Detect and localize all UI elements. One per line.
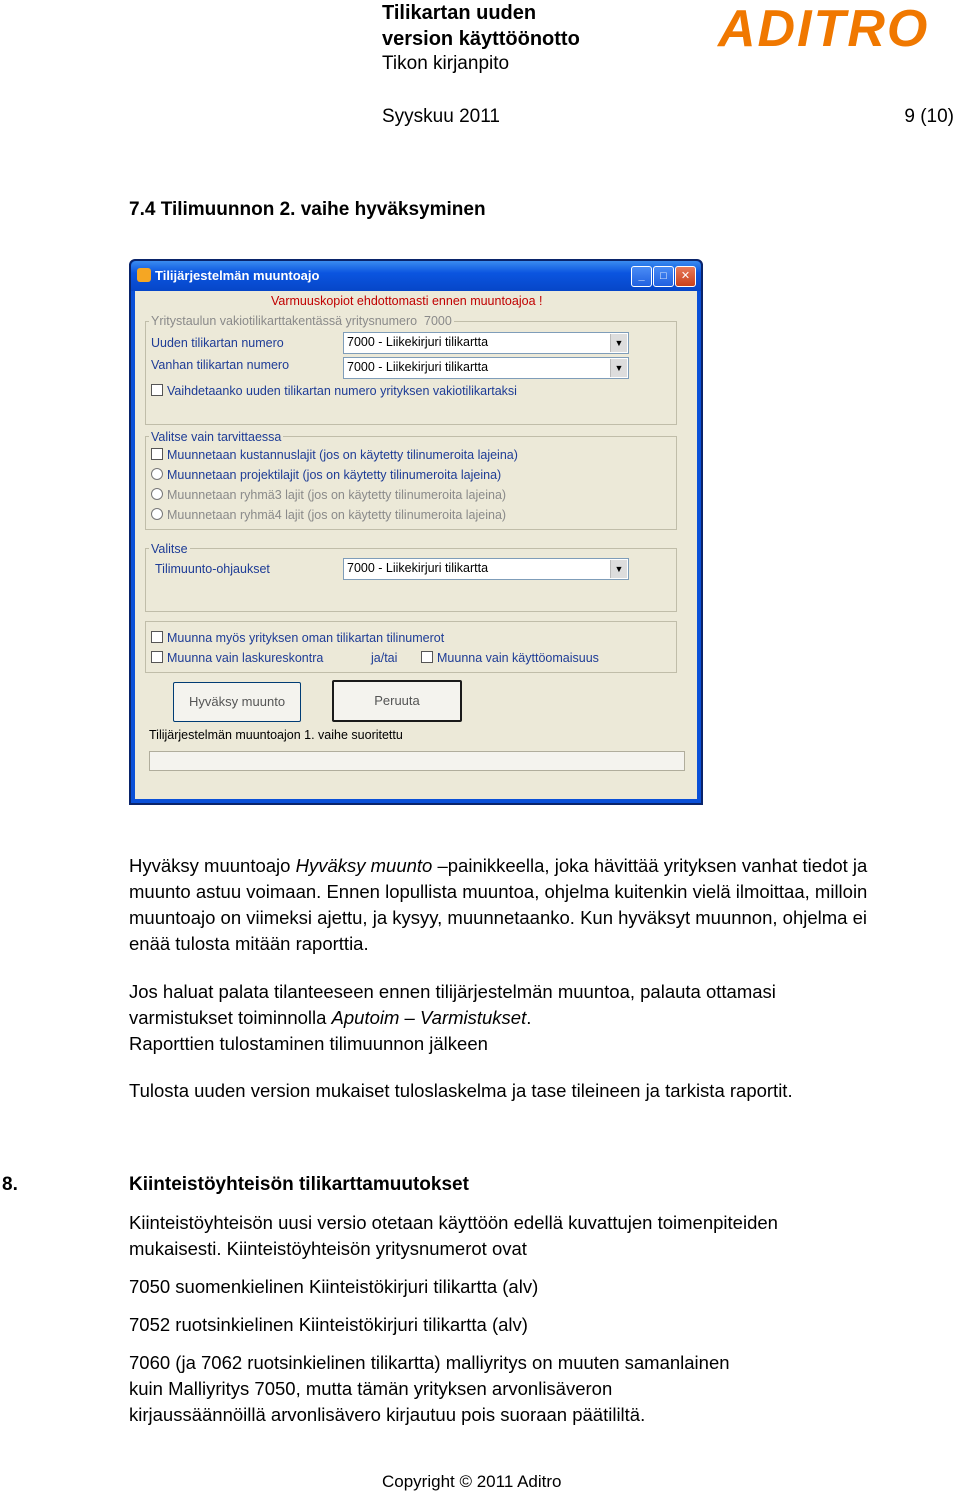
section8-para3: 7052 ruotsinkielinen Kiinteistökirjuri tilikartta (alv) — [129, 1314, 528, 1335]
conversion-dialog — [129, 259, 703, 805]
checkbox-icon[interactable] — [151, 631, 163, 643]
status-text: Tilijärjestelmän muuntoajon 1. vaihe suoritettu — [149, 728, 403, 742]
document-title-line1: Tilikartan uuden — [382, 2, 537, 24]
old-chart-label: Vanhan tilikartan numero — [151, 358, 290, 372]
para1-text-rest: –painikkeella, joka hävittää yrityksen vanhat tiedot ja — [432, 855, 868, 876]
close-icon[interactable]: ✕ — [675, 266, 696, 287]
section8-para4 — [129, 1350, 949, 1428]
page-number: 9 (10) — [904, 106, 954, 127]
chevron-down-icon[interactable]: ▼ — [610, 359, 627, 377]
section-7-4-heading: 7.4 Tilimuunnon 2. vaihe hyväksyminen — [129, 199, 486, 220]
chevron-down-icon[interactable]: ▼ — [610, 560, 627, 578]
cost-types-checkbox[interactable] — [151, 448, 518, 462]
dialog-title: Tilijärjestelmän muuntoajo — [155, 268, 320, 283]
group4-types-label: Muunnetaan ryhmä4 lajit (jos on käytetty tilinumeroita lajeina) — [167, 508, 507, 522]
section-8-number: 8. — [2, 1174, 18, 1195]
para2-line2 — [129, 1005, 949, 1031]
para2-dash: – — [399, 1007, 420, 1028]
document-date: Syyskuu 2011 — [382, 106, 500, 127]
aditro-logo — [716, 0, 956, 59]
approve-button[interactable]: Hyväksy muunto — [173, 682, 301, 722]
progress-bar — [149, 751, 685, 771]
project-types-label: Muunnetaan projektilajit (jos on käytetty tilinumeroita lajeina) — [167, 468, 502, 482]
para2-end: . — [526, 1007, 532, 1028]
invoice-only-checkbox[interactable] — [151, 651, 323, 665]
and-or-label: ja/tai — [371, 651, 398, 665]
chart-group-label — [149, 314, 454, 328]
document-subtitle: Tikon kirjanpito — [382, 53, 510, 74]
new-chart-label: Uuden tilikartan numero — [151, 336, 284, 350]
radio-icon[interactable] — [151, 488, 163, 500]
invoice-only-label: Muunna vain laskureskontra — [167, 651, 324, 665]
app-icon — [137, 268, 151, 282]
para1-line1 — [129, 853, 949, 879]
paragraph-print: Tulosta uuden version mukaiset tuloslaskelma ja tase tileineen ja tarkista raportit. — [129, 1080, 793, 1101]
new-chart-value: 7000 - Liikekirjuri tilikartta — [347, 335, 489, 349]
section8-para2: 7050 suomenkielinen Kiinteistökirjuri tilikartta (alv) — [129, 1276, 539, 1297]
optional-group-label: Valitse vain tarvittaessa — [151, 430, 282, 444]
section-8-heading: Kiinteistöyhteisön tilikarttamuutokset — [129, 1174, 469, 1195]
radio-icon[interactable] — [151, 468, 163, 480]
rules-value: 7000 - Liikekirjuri tilikartta — [347, 561, 489, 575]
section8-para1 — [129, 1210, 949, 1262]
checkbox-icon[interactable] — [151, 384, 163, 396]
menu-ref-varmistukset: Varmistukset — [420, 1007, 527, 1028]
group3-types-radio[interactable] — [151, 488, 506, 502]
footer-copyright: Copyright © 2011 Aditro — [382, 1472, 562, 1491]
svg-text:ADITRO: ADITRO — [718, 0, 930, 54]
section8-para1-line2: mukaisesti. Kiinteistöyhteisön yritysnumerot ovat — [129, 1238, 527, 1259]
new-chart-select[interactable] — [343, 332, 629, 354]
group3-types-label: Muunnetaan ryhmä3 lajit (jos on käytetty tilinumeroita lajeina) — [167, 488, 507, 502]
section8-para4-line3: kirjaussäännöillä arvonlisävero kirjautuu pois suoraan päätililtä. — [129, 1404, 646, 1425]
chart-group-number: 7000 — [424, 314, 452, 328]
cost-types-label: Muunnetaan kustannuslajit (jos on käytetty tilinumeroita lajeina) — [167, 448, 518, 462]
para1-text: Hyväksy muuntoajo — [129, 855, 296, 876]
approve-button-ref: Hyväksy muunto — [295, 855, 433, 876]
minimize-icon[interactable]: _ — [631, 266, 652, 287]
document-title — [382, 0, 580, 52]
paragraph-restore — [129, 979, 949, 1057]
maximize-icon[interactable]: □ — [653, 266, 674, 287]
para1-line3: muuntoajo on viimeksi ajettu, ja kysyy, muunnetaanko. Kun hyväksyt muunnon, ohjelma ei — [129, 907, 867, 928]
group4-types-radio[interactable] — [151, 508, 506, 522]
para2-line1: Jos haluat palata tilanteeseen ennen tilijärjestelmän muuntoa, palauta ottamasi — [129, 981, 776, 1002]
para2-text: varmistukset toiminnolla — [129, 1007, 332, 1028]
chart-group-label-text: Yritystaulun vakiotilikarttakentässä yritysnumero — [151, 314, 418, 328]
paragraph-approve — [129, 853, 949, 957]
own-numbers-label: Muunna myös yrityksen oman tilikartan tilinumerot — [167, 631, 445, 645]
change-default-label: Vaihdetaanko uuden tilikartan numero yrityksen vakiotilikartaksi — [167, 384, 517, 398]
cancel-button[interactable]: Peruuta — [332, 680, 462, 722]
dialog-client-area — [135, 291, 697, 799]
section8-para4-line1: 7060 (ja 7062 ruotsinkielinen tilikartta) malliyritys on muuten samanlainen — [129, 1352, 730, 1373]
radio-icon[interactable] — [151, 508, 163, 520]
para1-line2: muunto astuu voimaan. Ennen lopullista muuntoa, ohjelma kuitenkin vielä ilmoittaa, milloin — [129, 881, 868, 902]
backup-warning: Varmuuskopiot ehdottomasti ennen muuntoajoa ! — [271, 294, 543, 308]
rules-select[interactable] — [343, 558, 629, 580]
document-title-line2: version käyttöönotto — [382, 28, 580, 50]
fixed-assets-label: Muunna vain käyttöomaisuus — [437, 651, 599, 665]
old-chart-select[interactable] — [343, 357, 629, 379]
section8-para1-line1: Kiinteistöyhteisön uusi versio otetaan käyttöön edellä kuvattujen toimenpiteiden — [129, 1212, 778, 1233]
para1-line4: enää tulosta mitään raporttia. — [129, 933, 369, 954]
fixed-assets-checkbox[interactable] — [421, 651, 599, 665]
checkbox-icon[interactable] — [151, 448, 163, 460]
menu-ref-aputoim: Aputoim — [331, 1007, 400, 1028]
checkbox-icon[interactable] — [151, 651, 163, 663]
section8-para4-line2: kuin Malliyritys 7050, mutta tämän yrityksen arvonlisäveron — [129, 1378, 613, 1399]
dialog-titlebar — [131, 261, 701, 291]
rules-group-label: Valitse — [151, 542, 188, 556]
para2-line3: Raporttien tulostaminen tilimuunnon jälkeen — [129, 1033, 488, 1054]
chevron-down-icon[interactable]: ▼ — [610, 334, 627, 352]
scope-group — [145, 621, 677, 673]
own-numbers-checkbox[interactable] — [151, 631, 444, 645]
change-default-checkbox[interactable] — [151, 384, 517, 398]
project-types-radio[interactable] — [151, 468, 501, 482]
rules-label: Tilimuunto-ohjaukset — [155, 562, 270, 576]
old-chart-value: 7000 - Liikekirjuri tilikartta — [347, 360, 489, 374]
checkbox-icon[interactable] — [421, 651, 433, 663]
